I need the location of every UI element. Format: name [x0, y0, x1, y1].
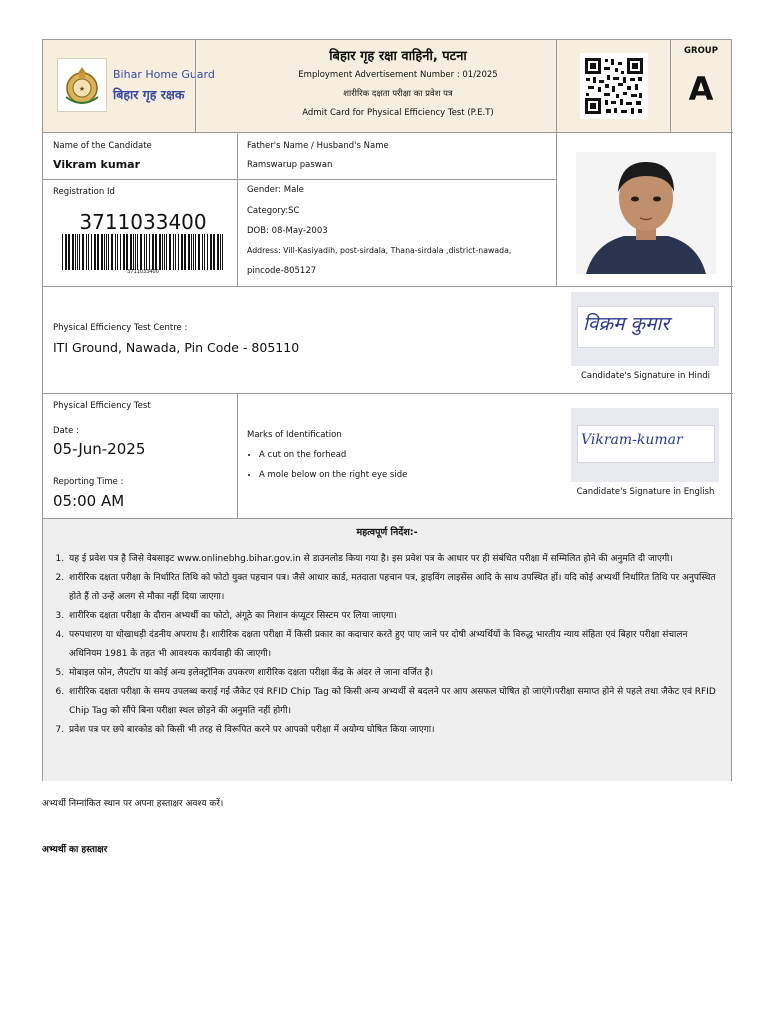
barcode-bar [149, 234, 150, 270]
candidate-photo [576, 152, 716, 274]
category: Category:SC [247, 206, 300, 216]
person-silhouette-icon [576, 152, 716, 274]
group-value: A [688, 70, 714, 108]
candidate-name-label: Name of the Candidate [53, 141, 152, 151]
instruction-item: 5. मोबाइल फोन, लैपटॉप या कोई अन्य इलेक्ट्रॉनिक उपकरण शारीरिक दक्षता परीक्षा केंद्र के अंदर ले जाना वर्जित है। [67, 664, 721, 683]
father-name-label: Father's Name / Husband's Name [247, 141, 389, 151]
father-name: Ramswarup paswan [247, 160, 333, 170]
barcode-text: 3711033400 [127, 269, 159, 275]
reporting-time: 05:00 AM [53, 492, 125, 510]
barcode-bar [86, 234, 87, 270]
group-label: GROUP [684, 46, 718, 56]
address-line-1: Address: Vill-Kasiyadih, post-sirdala, Thana-sirdala ,district-nawada, [247, 246, 512, 255]
barcode-bar [159, 234, 161, 270]
admit-card [42, 39, 732, 781]
divider [556, 40, 557, 132]
barcode-bar [140, 234, 142, 270]
barcode-bar [101, 234, 103, 270]
barcode-bar [94, 234, 96, 270]
divider [556, 132, 557, 286]
barcode-bar [195, 234, 196, 270]
qr-code-icon [580, 53, 648, 119]
barcode-bar [222, 234, 223, 270]
identification-mark: • A cut on the forhead [259, 445, 547, 465]
logo-title-hindi: बिहार गृह रक्षक [113, 87, 185, 102]
candidate-name: Vikram kumar [53, 158, 141, 171]
barcode-bar [108, 234, 109, 270]
admit-card-hindi: शारीरिक दक्षता परीक्षा का प्रवेश पत्र [343, 89, 453, 99]
barcode-bar [188, 234, 190, 270]
barcode-bar [217, 234, 219, 270]
registration-label: Registration Id [53, 187, 115, 197]
barcode-bar [75, 234, 76, 270]
barcode-bar [137, 234, 138, 270]
barcode-bar [126, 234, 128, 270]
english-signature-caption: Candidate's Signature in English [576, 487, 715, 497]
signature-note: अभ्यर्थी निम्नांकित स्थान पर अपना हस्ताक्षर अवश्य करें। [42, 799, 224, 809]
identification-marks [247, 445, 547, 485]
barcode-bar [207, 234, 208, 270]
date-of-birth: DOB: 08-May-2003 [247, 226, 328, 236]
barcode-bar [88, 234, 89, 270]
barcode-bar [106, 234, 107, 270]
barcode-bar [115, 234, 116, 270]
divider [237, 393, 238, 518]
barcode-bar [152, 234, 154, 270]
barcode-bar [210, 234, 212, 270]
barcode-bar [175, 234, 176, 270]
divider [195, 40, 196, 132]
divider [670, 40, 671, 132]
logo-box [57, 58, 107, 112]
divider [43, 286, 733, 287]
barcode-bar [91, 234, 92, 270]
instruction-item: 6. शारीरिक दक्षता परीक्षा के समय उपलब्ध कराई गई जैकेट एवं RFID Chip Tag को किसी अन्य अभ्यर्थी से बदलने पर आप असफल घोषित हो जाएंगे।परीक्षा समाप्त होने से पहले तथा जैकेट एवं RFID Chip Tag को सौंपे बिना परीक्षा स्थल छोड़ने की अनुमति नहीं होगी। [67, 683, 721, 721]
barcode-bar [169, 234, 171, 270]
barcode-bar [213, 234, 215, 270]
admit-card-english: Admit Card for Physical Efficiency Test (P.E.T) [302, 108, 494, 118]
english-signature-image [571, 408, 719, 482]
barcode-bar [97, 234, 99, 270]
barcode-bar [178, 234, 179, 270]
barcode-bar [162, 234, 163, 270]
barcode-bar [77, 234, 78, 270]
barcode-bar [184, 234, 186, 270]
barcode-bar [204, 234, 205, 270]
barcode-bar [198, 234, 200, 270]
address-line-2: pincode-805127 [247, 266, 317, 276]
barcode-bar [155, 234, 157, 270]
instruction-item: 3. शारीरिक दक्षता परीक्षा के दौरान अभ्यर्थी का फोटो, अंगूठे का निशान कंप्यूटर सिस्टम पर लिया जाएगा। [67, 607, 721, 626]
barcode-bar [220, 234, 221, 270]
barcode-bar [193, 234, 194, 270]
barcode-bar [191, 234, 192, 270]
barcode-bar [164, 234, 165, 270]
org-title: बिहार गृह रक्षा वाहिनी, पटना [329, 49, 467, 64]
hindi-signature-caption: Candidate's Signature in Hindi [581, 371, 710, 381]
barcode-bar [166, 234, 167, 270]
instructions-list [49, 550, 721, 740]
barcode-bar [65, 234, 67, 270]
advertisement-number: Employment Advertisement Number : 01/2025 [298, 70, 498, 80]
instructions-panel [43, 519, 731, 781]
svg-text:★: ★ [78, 85, 86, 93]
barcode-bar [62, 234, 63, 270]
gender: Gender: Male [247, 185, 304, 195]
barcode-bar [173, 234, 174, 270]
qr-code-box [580, 53, 648, 119]
logo-title-english: Bihar Home Guard [113, 68, 215, 81]
barcode-bar [111, 234, 113, 270]
divider [43, 179, 556, 180]
instructions-title: महत्वपूर्ण निर्देश:- [356, 527, 418, 538]
instruction-item: 2. शारीरिक दक्षता परीक्षा के निर्धारित तिथि को फोटो युक्त पहचान पत्र। जैसे आधार कार्ड, मतदाता पहचान पत्र, ड्राइविंग लाइसेंस आदि के साथ उपस्थित हों। यदि कोई अभ्यर्थी निर्धारित तिथि पर अनुपस्थित होते हैं तो उन्हें अलग से मौका नहीं दिया जाएगा। [67, 569, 721, 607]
barcode-bar [130, 234, 132, 270]
barcode-bar [120, 234, 121, 270]
instruction-item: 4. परुपधारण या धोखाधड़ी दंडनीय अपराध है। शारीरिक दक्षता परीक्षा में किसी प्रकार का कदाचार करते हुए पाए जाने पर दोषी अभ्यर्थियों के विरुद्ध भारतीय न्याय संहिता एवं बिहार परीक्षा संचालन अधिनियम 1981 के तहत भी आवश्यक कार्यवाही की जाएगी। [67, 626, 721, 664]
registration-id: 3711033400 [79, 210, 207, 234]
test-centre-label: Physical Efficiency Test Centre : [53, 323, 188, 333]
barcode-bar [104, 234, 105, 270]
barcode-bar [82, 234, 84, 270]
barcode-bar [146, 234, 147, 270]
barcode-bar [133, 234, 134, 270]
divider [237, 132, 238, 286]
bihar-home-guard-emblem-icon [58, 59, 106, 111]
instruction-item: 1. यह ई प्रवेश पत्र है जिसे वेबसाइट www.onlinebhg.bihar.gov.in से डाउनलोड किया गया है। इस प्रवेश पत्र के आधार पर ही संबंधित परीक्षा में सम्मिलित होने की अनुमति दी जाएगी। [67, 550, 721, 569]
barcode-bar [181, 234, 183, 270]
barcode [60, 234, 228, 270]
candidate-signature-label: अभ्यर्थी का हस्ताक्षर [42, 845, 108, 855]
barcode-bar [117, 234, 118, 270]
pet-date-label: Date : [53, 426, 79, 436]
identification-marks-label: Marks of Identification [247, 430, 342, 440]
identification-mark: • A mole below on the right eye side [259, 465, 547, 485]
hindi-signature-text: विक्रम कुमार [583, 313, 670, 335]
barcode-bar [68, 234, 70, 270]
divider [43, 393, 733, 394]
pet-title: Physical Efficiency Test [53, 401, 151, 411]
divider [43, 132, 733, 133]
barcode-bar [79, 234, 80, 270]
barcode-bar [202, 234, 203, 270]
english-signature-text: Vikram-kumar [581, 432, 683, 448]
barcode-bar [123, 234, 125, 270]
instruction-item: 7. प्रवेश पत्र पर छपे बारकोड को किसी भी तरह से विरूपित करने पर आपको परीक्षा में अयोग्य घोषित किया जाएगा। [67, 721, 721, 740]
barcode-bar [72, 234, 74, 270]
barcode-bar [144, 234, 145, 270]
test-centre: ITI Ground, Nawada, Pin Code - 805110 [53, 340, 300, 355]
barcode-bar [135, 234, 136, 270]
hindi-signature-image [571, 292, 719, 366]
barcode-icon [60, 234, 228, 270]
reporting-time-label: Reporting Time : [53, 477, 124, 487]
pet-date: 05-Jun-2025 [53, 440, 146, 458]
